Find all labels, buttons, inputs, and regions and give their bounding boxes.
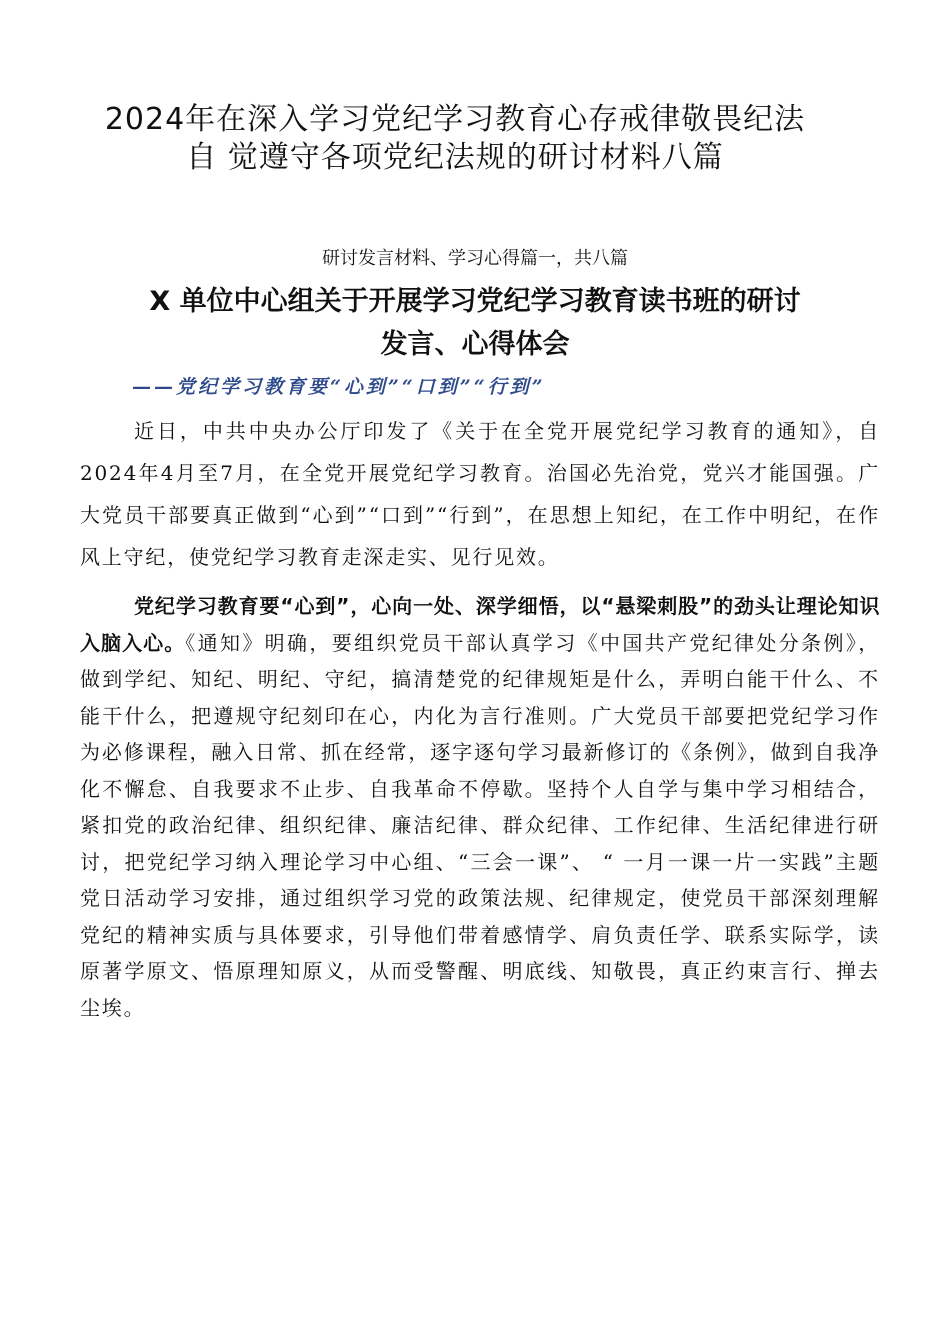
- section-tagline: ——党纪学习教育要“心到”“口到”“行到”: [132, 376, 546, 398]
- document-subtitle: 研讨发言材料、学习心得篇一，共八篇: [322, 248, 628, 269]
- section-heading-line-2: 发言、心得体会: [380, 329, 570, 360]
- document-title-line-2: 自 觉遵守各项党纪法规的研讨材料八篇: [186, 140, 724, 175]
- paragraph-body-text: 《通知》明确，要组织党员干部认真学习《中国共产党纪律处分条例》，做到学纪、知纪、明纪、守纪，搞清楚党的纪律规矩是什么，弄明白能干什么、不能干什么，把遵规守纪刻印在心，内化为言行准则。广大党员干部要把党纪学习作为必修课程，融入日常、抓在经常，逐字逐句学习最新修订的《条例》，做到自我净化不懈怠、自我要求不止步、自我革命不停歇。坚持个人自学与集中学习相结合，紧扣党的政治纪律、组织纪律、廉洁纪律、群众纪律、工作纪律、生活纪律进行研讨，把党纪学习纳入理论学习中心组、“三会一课”、 “ 一月一课一片一实践”主题党日活动学习安排，通过组织学习党的政策法规、纪律规定，使党员干部深刻理解党纪的精神实质与具体要求，引导他们带着感情学、肩负责任学、联系实际学，读原著学原文、悟原理知原义，从而受警醒、明底线、知敬畏，真正约束言行、掸去尘埃。: [80, 630, 880, 1020]
- body-paragraph-1: 近日，中共中央办公厅印发了《关于在全党开展党纪学习教育的通知》，自2024年4月至7月，在全党开展党纪学习教育。治国必先治党，党兴才能国强。广大党员干部要真正做到“心到”“口到”“行到”，在思想上知纪，在工作中明纪，在作风上守纪，使党纪学习教育走深走实、见行见效。: [80, 419, 880, 569]
- document-title-line-1: 2024年在深入学习党纪学习教育心存戒律敬畏纪法: [104, 102, 806, 137]
- paragraph-lead-sentence: 党纪学习教育要“心到”，心向一处、深学细悟，以“悬梁刺股”的劲头让理论知识入脑入心。: [80, 594, 880, 655]
- section-heading-line-1: X 单位中心组关于开展学习党纪学习教育读书班的研讨: [149, 286, 801, 317]
- body-paragraph-2: [80, 588, 880, 1026]
